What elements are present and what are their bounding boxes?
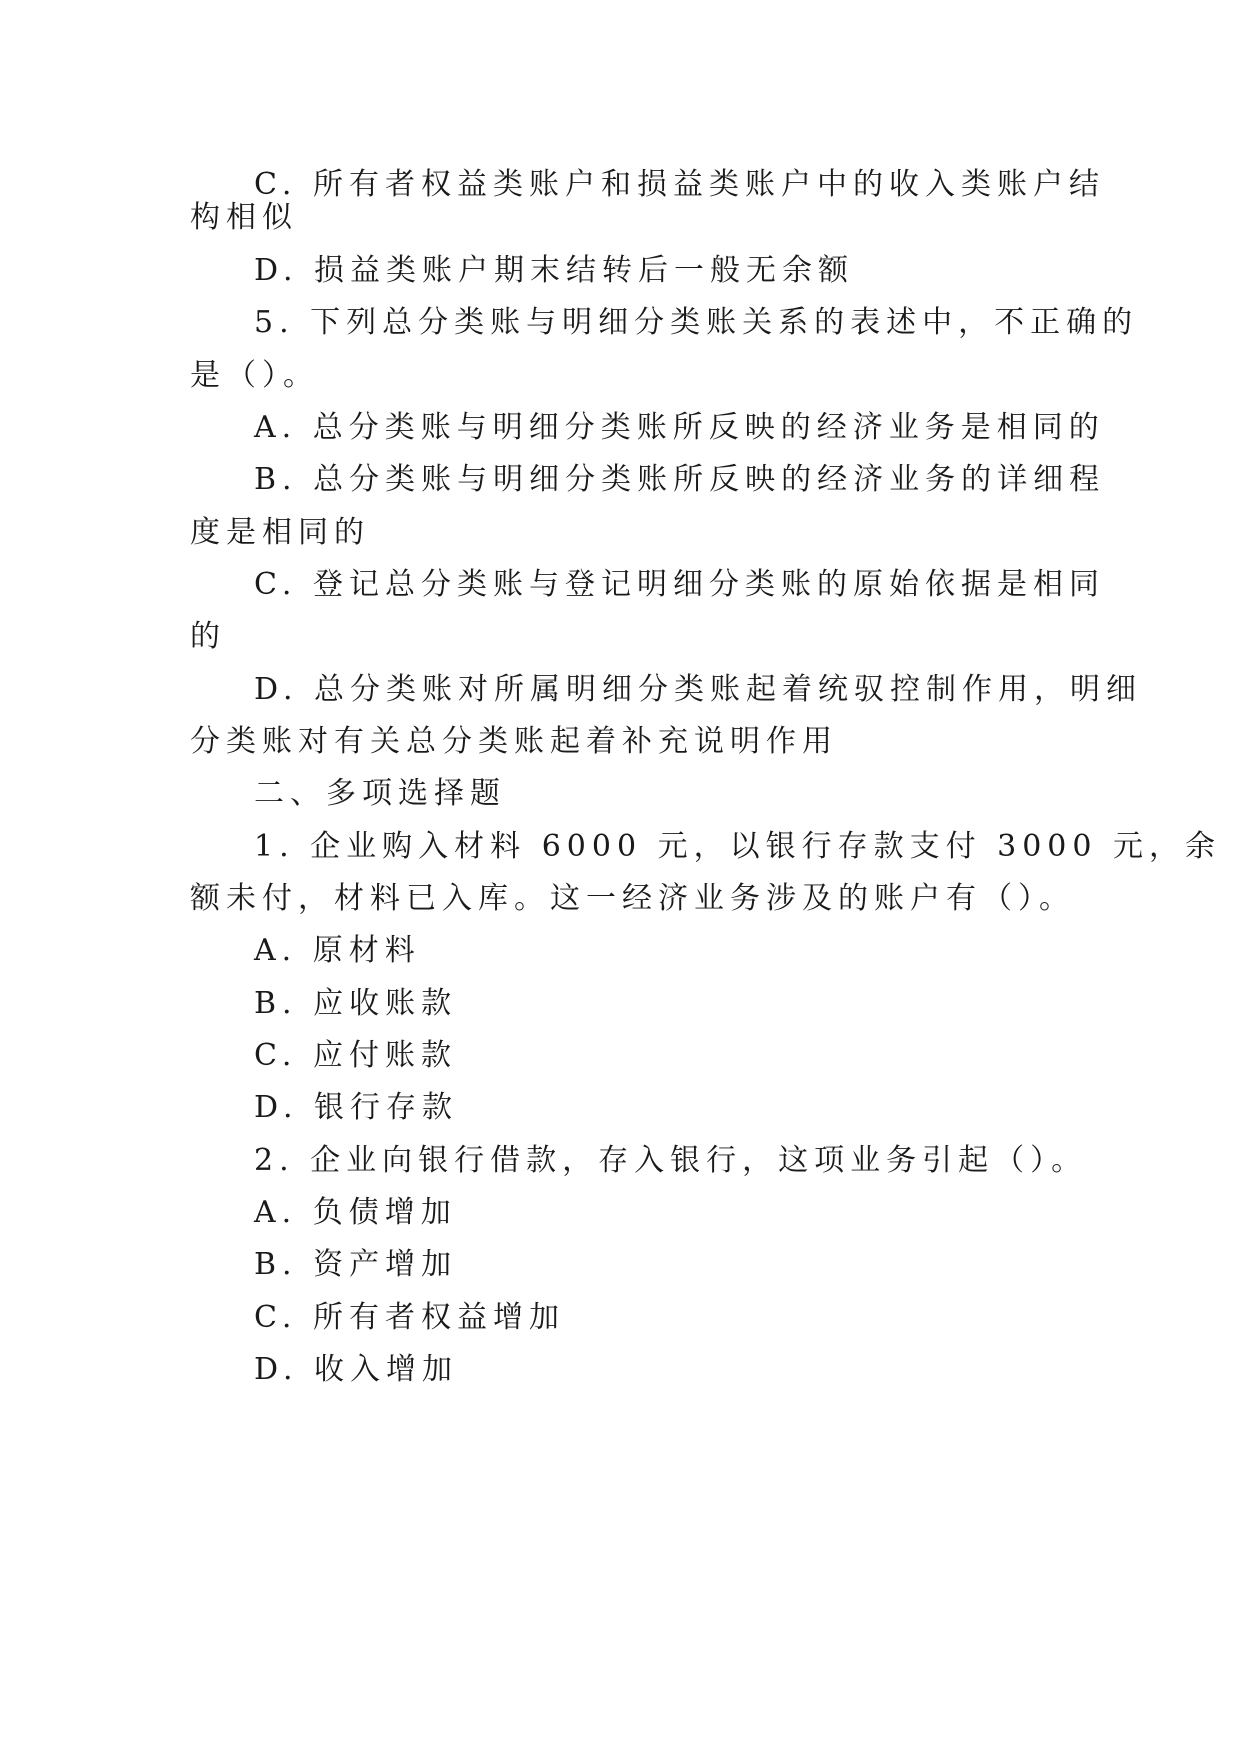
question-2-option-b: B. 资产增加 — [254, 1247, 458, 1282]
question-1-option-b: B. 应收账款 — [254, 986, 458, 1021]
question-5-option-c-line-2: 的 — [190, 619, 226, 654]
question-5-line-1: 5. 下列总分类账与明细分类账关系的表述中，不正确的 — [254, 305, 1139, 340]
question-2-option-a: A. 负债增加 — [254, 1195, 457, 1230]
question-2-line: 2. 企业向银行借款，存入银行，这项业务引起（）。 — [254, 1143, 1088, 1178]
question-2-option-d: D. 收入增加 — [254, 1352, 459, 1387]
question-1-line-1: 1. 企业购入材料 6000 元，以银行存款支付 3000 元，余 — [254, 829, 1221, 864]
question-1-option-d: D. 银行存款 — [254, 1090, 459, 1125]
question-5-option-d-line-2: 分类账对有关总分类账起着补充说明作用 — [190, 724, 838, 759]
section-heading-multiple-choice: 二、多项选择题 — [254, 776, 506, 811]
question-1-line-2: 额未付，材料已入库。这一经济业务涉及的账户有（）。 — [190, 881, 1075, 916]
question-5-option-d-line-1: D. 总分类账对所属明细分类账起着统驭控制作用，明细 — [254, 672, 1143, 707]
option-c-line-1: C. 所有者权益类账户和损益类账户中的收入类账户结 — [254, 167, 1105, 202]
question-1-option-a: A. 原材料 — [254, 933, 421, 968]
question-5-option-c-line-1: C. 登记总分类账与登记明细分类账的原始依据是相同 — [254, 567, 1105, 602]
option-c-line-2: 构相似 — [190, 200, 298, 235]
question-5-option-a: A. 总分类账与明细分类账所反映的经济业务是相同的 — [254, 410, 1105, 445]
question-2-option-c: C. 所有者权益增加 — [254, 1300, 565, 1335]
option-d-line: D. 损益类账户期末结转后一般无余额 — [254, 253, 855, 288]
question-1-option-c: C. 应付账款 — [254, 1038, 457, 1073]
question-5-option-b-line-1: B. 总分类账与明细分类账所反映的经济业务的详细程 — [254, 462, 1106, 497]
question-5-line-2: 是（）。 — [190, 358, 319, 393]
question-5-option-b-line-2: 度是相同的 — [190, 515, 370, 550]
